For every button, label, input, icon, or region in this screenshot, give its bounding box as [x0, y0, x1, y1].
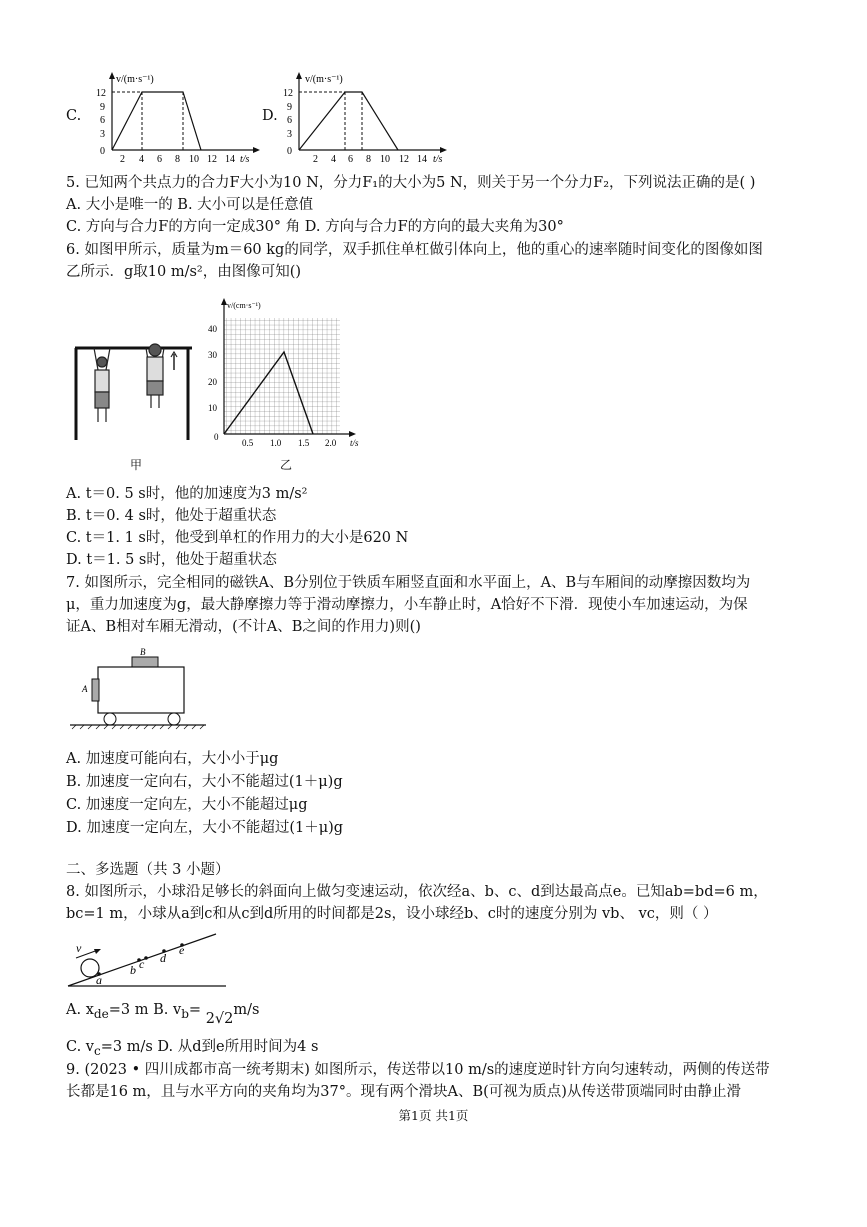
x-tick: 10	[189, 154, 199, 165]
q6-figure-jia	[70, 330, 200, 450]
q6-figure-yi-caption: 乙	[280, 458, 293, 472]
x-tick: 8	[175, 154, 180, 165]
q7-stem-line3: 证A、B相对车厢无滑动，(不计A、B之间的作用力)则()	[66, 619, 421, 635]
q4-option-d-label: D.	[262, 108, 278, 124]
y-tick: 0	[214, 432, 219, 442]
x-tick: 14	[225, 154, 235, 165]
x-tick: 12	[207, 154, 217, 165]
y-tick: 12	[96, 88, 106, 99]
graph-yi-ylabel: v/(cm·s⁻¹)	[227, 301, 261, 310]
q4-graph-d	[275, 68, 465, 168]
subscript: c	[94, 1043, 101, 1058]
q6-option-a[interactable]: A. t＝0. 5 s时，他的加速度为3 m/s²	[66, 486, 308, 502]
y-tick: 9	[100, 102, 105, 113]
y-tick: 3	[287, 129, 292, 140]
y-tick: 6	[287, 115, 292, 126]
q7-cart-figure	[66, 645, 216, 730]
x-tick: 1.5	[298, 438, 310, 448]
y-tick: 20	[208, 377, 217, 387]
y-tick: 9	[287, 102, 292, 113]
x-tick: 2	[120, 154, 125, 165]
x-tick: 4	[139, 154, 144, 165]
unit: m/s	[233, 1002, 260, 1018]
y-tick: 10	[208, 403, 217, 413]
velocity-label: v	[76, 941, 82, 955]
q4-option-c-label: C.	[66, 108, 82, 124]
point-a-label: a	[96, 973, 102, 987]
q6-stem-line2: 乙所示．g取10 m/s²，由图像可知()	[66, 264, 302, 280]
magnet-a-label: A	[82, 684, 88, 694]
x-tick: 2.0	[325, 438, 337, 448]
q6-stem-line1: 6. 如图甲所示，质量为m＝60 kg的同学，双手抓住单杠做引体向上，他的重心的速率随时间变化的图像如图	[66, 242, 763, 258]
q6-figure-jia-caption: 甲	[130, 458, 143, 472]
point-d-label: d	[160, 951, 166, 965]
x-tick: 14	[417, 154, 427, 165]
q5-options-ab[interactable]: A. 大小是唯一的 B. 大小可以是任意值	[66, 197, 314, 213]
y-tick: 30	[208, 350, 217, 360]
equals: =	[188, 1002, 202, 1018]
q6-option-c[interactable]: C. t＝1. 1 s时，他受到单杠的作用力的大小是620 N	[66, 530, 409, 546]
subscript: de	[93, 1006, 109, 1021]
y-tick: 3	[100, 129, 105, 140]
x-tick: 12	[399, 154, 409, 165]
graph-c-xlabel: t/s	[240, 154, 250, 165]
q8-option-b-value: 2√2	[205, 1011, 234, 1027]
point-c-label: c	[139, 957, 145, 971]
q8-options-cd[interactable]	[66, 1037, 318, 1061]
q6-graph-yi	[202, 296, 362, 456]
x-tick: 4	[331, 154, 336, 165]
x-tick: 2	[313, 154, 318, 165]
q7-option-b[interactable]: B. 加速度一定向右，大小不能超过(1＋μ)g	[66, 774, 343, 790]
q7-stem-line1: 7. 如图所示，完全相同的磁铁A、B分别位于铁质车厢竖直面和水平面上，A、B与车厢间的动摩擦因数均为	[66, 575, 751, 591]
q5-options-cd[interactable]: C. 方向与合力F的方向一定成30° 角 D. 方向与合力F的方向的最大夹角为30°	[66, 219, 564, 235]
graph-yi-xlabel: t/s	[350, 438, 359, 448]
point-b-label: b	[130, 963, 136, 977]
section-heading-multiple-choice: 二、多选题（共 3 小题）	[66, 862, 230, 878]
x-tick: 6	[157, 154, 162, 165]
q4-graph-c	[88, 68, 278, 168]
y-tick: 0	[100, 146, 105, 157]
subscript: b	[181, 1006, 189, 1021]
q7-option-c[interactable]: C. 加速度一定向左，大小不能超过μg	[66, 797, 308, 813]
graph-d-ylabel: v/(m·s⁻¹)	[305, 74, 343, 85]
point-e-label: e	[179, 943, 185, 957]
q8-stem-line2: bc=1 m，小球从a到c和从c到d所用的时间都是2s，设小球经b、c时的速度分别为 vb、 vc，则（ ）	[66, 906, 718, 922]
y-tick: 40	[208, 324, 217, 334]
y-tick: 12	[283, 88, 293, 99]
y-tick: 0	[287, 146, 292, 157]
x-tick: 8	[366, 154, 371, 165]
q8-option-b-prefix: =3 m B. v	[108, 1002, 182, 1018]
q9-stem-line1: 9. (2023 • 四川成都市高一统考期末) 如图所示，传送带以10 m/s的速度逆时针方向匀速转动，两侧的传送带	[66, 1062, 770, 1078]
q8-incline-figure	[66, 926, 236, 990]
q9-stem-line2: 长都是16 m，且与水平方向的夹角均为37°。现有两个滑块A、B(可视为质点)从传送带顶端同时由静止滑	[66, 1084, 741, 1100]
x-tick: 1.0	[270, 438, 282, 448]
magnet-b-label: B	[140, 647, 146, 657]
q8-option-cd-rest: =3 m/s D. 从d到e所用时间为4 s	[100, 1039, 319, 1055]
q5-stem: 5. 已知两个共点力的合力F大小为10 N，分力F₁的大小为5 N，则关于另一个分力F₂，下列说法正确的是( )	[66, 175, 756, 191]
q7-stem-line2: μ，重力加速度为g，最大静摩擦力等于滑动摩擦力，小车静止时，A恰好不下滑．现使小车加速运动，为保	[66, 597, 748, 613]
q8-option-c-prefix: C. v	[66, 1039, 94, 1055]
x-tick: 6	[348, 154, 353, 165]
q7-option-d[interactable]: D. 加速度一定向左，大小不能超过(1＋μ)g	[66, 820, 344, 836]
y-tick: 6	[100, 115, 105, 126]
graph-c-ylabel: v/(m·s⁻¹)	[116, 74, 154, 85]
x-tick: 10	[380, 154, 390, 165]
graph-d-xlabel: t/s	[433, 154, 443, 165]
q6-option-d[interactable]: D. t＝1. 5 s时，他处于超重状态	[66, 552, 277, 568]
q7-option-a[interactable]: A. 加速度可能向右，大小小于μg	[66, 751, 279, 767]
q6-option-b[interactable]: B. t＝0. 4 s时，他处于超重状态	[66, 508, 277, 524]
q8-options-ab[interactable]	[66, 1000, 260, 1027]
page-footer: 第1页 共1页	[398, 1108, 469, 1123]
x-tick: 0.5	[242, 438, 254, 448]
q8-stem-line1: 8. 如图所示，小球沿足够长的斜面向上做匀变速运动，依次经a、b、c、d到达最高点e。已知ab=bd=6 m，	[66, 884, 768, 900]
q8-option-a-prefix: A. x	[66, 1002, 94, 1018]
